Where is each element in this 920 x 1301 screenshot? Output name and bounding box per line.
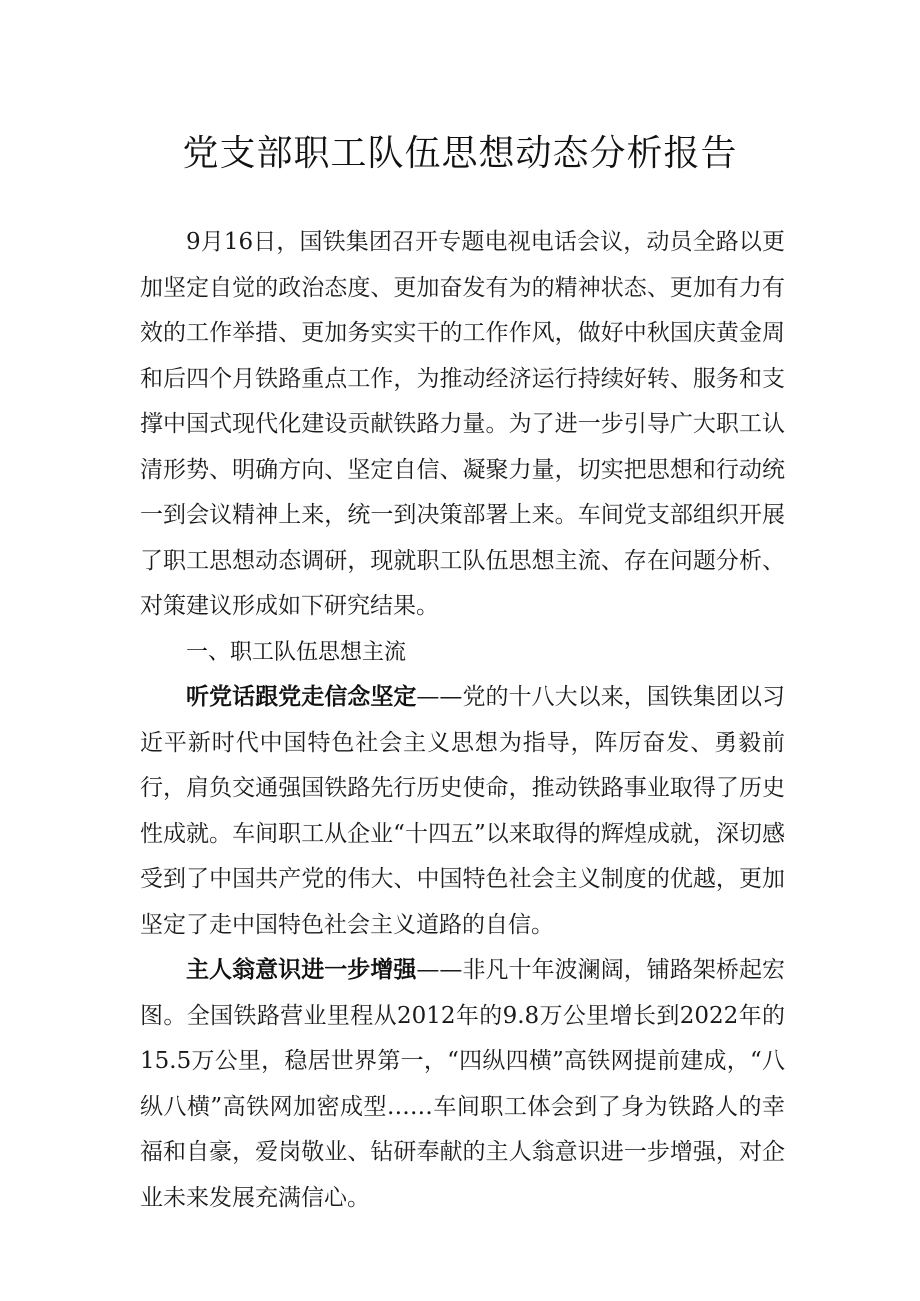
document-title: 党支部职工队伍思想动态分析报告 [182, 133, 738, 174]
intro-paragraph: 9月16日，国铁集团召开专题电视电话会议，动员全路以更加坚定自觉的政治态度、更加奋发有为的精神状态、更加有力有效的工作举措、更加务实实干的工作作风，做好中秋国庆黄金周和后四个月铁路重点工作，为推动经济运行持续好转、服务和支撑中国式现代化建设贡献铁路力量。为了进一步引导广大职工认清形势、明确方向、坚定自信、凝聚力量，切实把思想和行动统一到会议精神上来，统一到决策部署上来。车间党支部组织开展了职工思想动态调研，现就职工队伍思想主流、存在问题分析、对策建议形成如下研究结果。 [140, 229, 785, 619]
document-body [140, 220, 785, 1221]
paragraph-text: ——非凡十年波澜阔，铺路架桥起宏图。全国铁路营业里程从2012年的9.8万公里增长到2022年的15.5万公里，稳居世界第一，“四纵四横”高铁网提前建成，“八纵八横”高铁网加密成型……车间职工体会到了身为铁路人的幸福和自豪，爱岗敬业、钻研奉献的主人翁意识进一步增强，对企业未来发展充满信心。 [140, 957, 786, 1211]
paragraph-party-belief [140, 675, 785, 948]
paragraph-lead: 听党话跟党走信念坚定 [186, 684, 417, 710]
paragraph-lead: 主人翁意识进一步增强 [186, 957, 417, 983]
paragraph-ownership [140, 948, 785, 1221]
paragraph-text: ——党的十八大以来，国铁集团以习近平新时代中国特色社会主义思想为指导，阵厉奋发、勇毅前行，肩负交通强国铁路先行历史使命，推动铁路事业取得了历史性成就。车间职工从企业“十四五”以来取得的辉煌成就，深切感受到了中国共产党的伟大、中国特色社会主义制度的优越，更加坚定了走中国特色社会主义道路的自信。 [140, 684, 786, 938]
section-heading: 一、职工队伍思想主流 [186, 639, 407, 665]
